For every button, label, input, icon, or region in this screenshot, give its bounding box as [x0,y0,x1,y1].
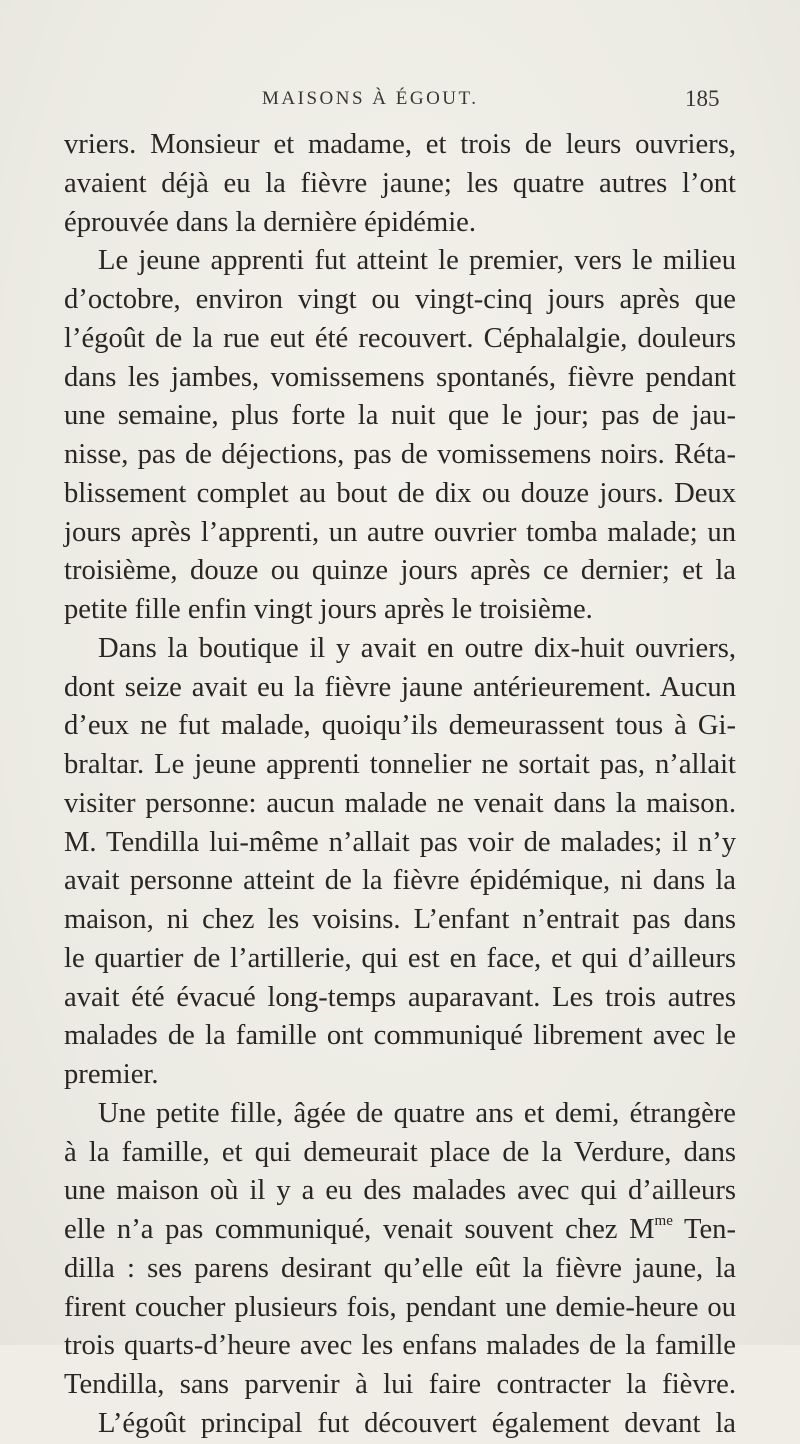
text-line: vriers. Monsieur et madame, et trois de leurs ouvriers, [64,129,736,160]
text-line: avait personne atteint de la fièvre épidémique, ni dans la [64,865,736,897]
text-line: visiter personne: aucun malade ne venait dans la maison. [64,787,736,819]
text-line: malades de la famille ont communiqué librement avec le [64,1020,736,1052]
text-line: M. Tendilla lui-même n’allait pas voir de malades; il n’y [64,826,736,858]
text-line: avait été évacué long-temps auparavant. Les trois autres [64,981,736,1013]
body-text [64,126,736,1444]
text-line: petite fille enfin vingt jours après le troisième. [64,594,593,625]
text-line: Le jeune apprenti fut atteint le premier, vers le milieu [98,245,736,277]
text-line: firent coucher plusieurs fois, pendant une demie-heure ou [64,1291,736,1323]
text-line: braltar. Le jeune apprenti tonnelier ne sortait pas, n’allait [64,749,736,780]
text-line: troisième, douze ou quinze jours après ce dernier; et la [64,555,736,587]
text-line: Tendilla, sans parvenir à lui faire contracter la fièvre. [64,1369,736,1400]
text-line-part: Ten- [672,1214,736,1245]
page-header [0,88,800,118]
text-line: maison, ni chez les voisins. L’enfant n’entrait pas dans [64,904,736,935]
text-line: d’eux ne fut malade, quoiqu’ils demeurassent tous à Gi- [64,710,736,742]
superscript-abbreviation: me [654,1213,673,1229]
text-line: éprouvée dans la dernière épidémie. [64,206,477,238]
text-line: trois quarts-d’heure avec les enfans malades de la famille [64,1330,736,1362]
text-line: L’égoût principal fut découvert également devant la [98,1407,736,1439]
text-line: d’octobre, environ vingt ou vingt-cinq jours après que [64,284,736,315]
text-line: une maison où il y a eu des malades avec qui d’ailleurs [64,1175,736,1207]
text-line: l’égoût de la rue eut été recouvert. Céphalalgie, douleurs [64,322,736,354]
text-line: dilla : ses parens desirant qu’elle eût la fièvre jaune, la [64,1252,736,1284]
running-title: MAISONS À ÉGOUT. [262,88,479,109]
text-line: Dans la boutique il y avait en outre dix-huit ouvriers, [98,632,736,664]
page-number: 185 [685,86,720,111]
text-line [64,1211,736,1250]
text-line: dans les jambes, vomissemens spontanés, fièvre pendant [64,361,736,393]
text-line: jours après l’apprenti, un autre ouvrier tomba malade; un [64,516,736,548]
text-line: dont seize avait eu la fièvre jaune antérieurement. Aucun [64,671,736,703]
text-line: nisse, pas de déjections, pas de vomissemens noirs. Réta- [64,439,736,470]
text-line: à la famille, et qui demeurait place de la Verdure, dans [64,1136,736,1168]
text-line-part: elle n’a pas communiqué, venait souvent chez M [64,1214,655,1245]
text-line: Une petite fille, âgée de quatre ans et demi, étrangère [98,1097,736,1129]
text-line: le quartier de l’artillerie, qui est en face, et qui d’ailleurs [64,942,736,974]
text-line: une semaine, plus forte la nuit que le jour; pas de jau- [64,400,736,432]
text-line: avaient déjà eu la fièvre jaune; les quatre autres l’ont [64,167,736,199]
text-line: premier. [64,1059,159,1090]
text-line: blissement complet au bout de dix ou douze jours. Deux [64,477,736,509]
